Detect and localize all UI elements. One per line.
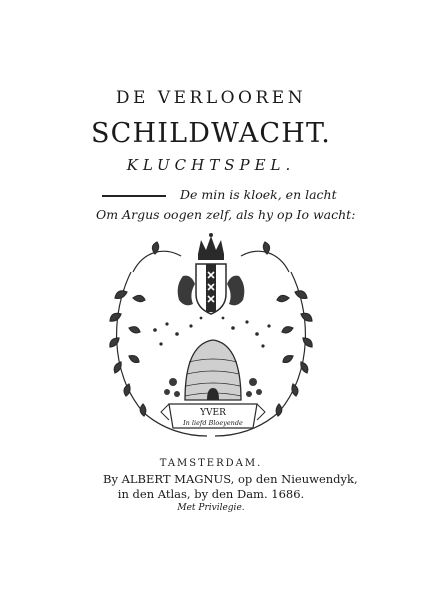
imprint-line-1: By ALBERT MAGNUS, op den Nieuwendyk, bbox=[103, 472, 358, 486]
banner-line-2: In liefd Bloeyende bbox=[183, 419, 243, 427]
motto-rule bbox=[102, 195, 166, 197]
title-line-2: SCHILDWACHT. bbox=[90, 118, 332, 149]
banner-line-1: YVER bbox=[200, 408, 226, 418]
title-line-1: DE VERLOOREN bbox=[115, 88, 307, 108]
motto-line-2: Om Argus oogen zelf, als hy op Io wacht: bbox=[96, 207, 356, 222]
motto-line-1: De min is kloek, en lacht bbox=[180, 187, 337, 202]
printers-device-emblem bbox=[103, 232, 319, 440]
genre-line: KLUCHTSPEL. bbox=[126, 156, 296, 174]
imprint-place: TAMSTERDAM. bbox=[159, 458, 263, 469]
imprint-line-2: in den Atlas, by den Dam. 1686. bbox=[117, 487, 305, 501]
imprint-privilege: Met Privilegie. bbox=[177, 503, 245, 513]
